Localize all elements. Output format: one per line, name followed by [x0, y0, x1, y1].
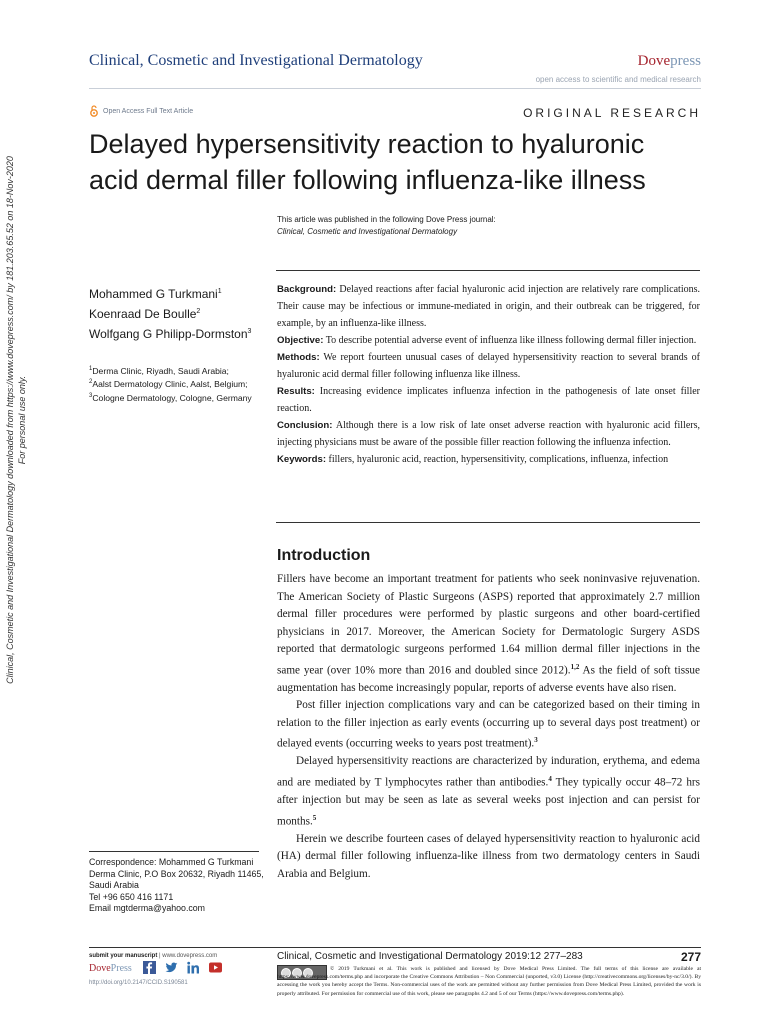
open-access-label: Open Access Full Text Article — [103, 107, 194, 115]
article-type: ORIGINAL RESEARCH — [523, 106, 701, 120]
article-title: Delayed hypersensitivity reaction to hyaluronic acid dermal filler following influenza-like illness — [89, 129, 646, 195]
abstract-text: Although there is a low risk of late onset adverse reaction with hyaluronic acid fillers, injecting physicians must be aware of the possible filler reaction following the influenza infection. — [277, 420, 700, 448]
affiliations — [89, 364, 259, 404]
license-text: © 2019 Turkmani et al. This work is published and licensed by Dove Medical Press Limited. The full terms of this license are available at https://www.dovepress.com/terms.php and incorporate the Creative Commons Attribution – Non Commercial (unported, v3.0) License (http://creativecommons.org/licenses/by-nc/3.0/). By accessing the work you hereby accept the Terms. Non-commercial uses of the work are permitted without any further permission from Dove Medical Press Limited, provided the work is properly attributed. For permission for commercial use of this work, please see paragraphs 4.2 and 5 of our Terms (https://www.dovepress.com/terms.php). — [277, 966, 701, 997]
paragraph-text: As the field of soft tissue augmentation has become increasingly popular, reports of adverse events have also risen. — [277, 664, 700, 694]
author-name: Mohammed G Turkmani — [89, 287, 218, 301]
citation[interactable]: 4 — [548, 774, 552, 783]
facebook-icon[interactable] — [143, 961, 156, 974]
abstract-keywords — [277, 451, 700, 468]
logo-dove: Dove — [637, 53, 671, 69]
abstract-label: Results: — [277, 386, 315, 397]
watermark-line: Clinical, Cosmetic and Investigational Dermatology downloaded from https://www.dovepress.com/ by 181.203.65.52 on 18-Nov-2020 — [5, 156, 15, 684]
abstract-section — [277, 332, 700, 349]
footer-dovepress-logo[interactable] — [89, 963, 132, 974]
submit-label: submit your manuscript — [89, 953, 158, 959]
header-divider — [89, 88, 701, 89]
abstract-text: fillers, hyaluronic acid, reaction, hypersensitivity, complications, influenza, infection — [328, 454, 669, 465]
paragraph-text: Post filler injection complications vary and can be categorized based on their timing in relation to the filler injection as early events (occurring up to several days post treatment) or delayed events (occurring weeks to years post treatment). — [277, 699, 700, 750]
author-list — [89, 283, 259, 343]
twitter-icon[interactable] — [165, 961, 178, 974]
linkedin-icon[interactable] — [187, 961, 200, 974]
logo-press: Press — [110, 963, 132, 974]
paragraph-text: Delayed hypersensitivity reactions are characterized by induration, erythema, and edema and are mediated by T lymphocytes rather than antibodies. — [277, 755, 700, 789]
correspondence-block — [89, 857, 264, 915]
author — [89, 283, 259, 303]
watermark-line: For personal use only. — [17, 375, 27, 465]
open-access-lock-icon — [90, 105, 98, 117]
abstract-text: Increasing evidence implicates influenza infection in the pathogenesis of late onset filler reaction. — [277, 386, 700, 414]
abstract-label: Methods: — [277, 352, 320, 363]
affiliation-sup: 1 — [89, 366, 93, 372]
publisher-tagline: open access to scientific and medical research — [535, 75, 701, 84]
doi-link[interactable]: http://doi.org/10.2147/CCID.S190581 — [89, 980, 188, 986]
open-access-badge — [90, 105, 193, 117]
abstract-label: Conclusion: — [277, 420, 333, 431]
abstract-bottom-rule — [276, 522, 700, 523]
abstract-text: We report fourteen unusual cases of delayed hypersensitivity reaction to several brands of hyaluronic acid dermal filler following influenza like illness. — [277, 352, 700, 380]
affiliation: Cologne Dermatology, Cologne, Germany — [92, 392, 252, 403]
abstract-label: Objective: — [277, 335, 324, 346]
section-heading: Introduction — [277, 547, 371, 564]
author-name: Wolfgang G Philipp-Dormston — [89, 327, 248, 341]
logo-dove: Dove — [89, 963, 111, 974]
submit-url: | www.dovepress.com — [157, 953, 218, 959]
publication-note — [277, 214, 496, 238]
youtube-icon[interactable] — [209, 961, 222, 974]
abstract-text: To describe potential adverse event of influenza like illness following dermal filler injection. — [325, 335, 697, 346]
paragraph — [277, 753, 700, 830]
author — [89, 323, 259, 343]
affiliation: Aalst Dermatology Clinic, Aalst, Belgium; — [92, 379, 248, 390]
paragraph — [277, 697, 700, 753]
abstract-section — [277, 349, 700, 383]
logo-press: press — [670, 53, 701, 69]
affiliation-sup: 3 — [89, 392, 93, 399]
correspondence-email[interactable]: Email mgtderma@yahoo.com — [89, 903, 206, 914]
journal-title: Clinical, Cosmetic and Investigational Dermatology — [89, 52, 423, 69]
citation[interactable]: 5 — [312, 813, 317, 822]
download-watermark — [4, 120, 28, 720]
abstract-top-rule — [276, 270, 700, 271]
citation[interactable]: 1,2 — [570, 662, 580, 671]
correspondence-phone: Tel +96 650 416 1171 — [89, 891, 174, 902]
body-text — [277, 571, 700, 883]
affiliation: Derma Clinic, Riyadh, Saudi Arabia; — [92, 365, 229, 376]
correspondence-rule — [89, 851, 259, 852]
abstract-section — [277, 383, 700, 417]
abstract-section — [277, 417, 700, 451]
affiliation-sup: 2 — [89, 379, 93, 386]
paragraph — [277, 571, 700, 697]
author — [89, 303, 259, 323]
correspondence-name: Correspondence: Mohammed G Turkmani — [89, 857, 254, 867]
author-sup: 2 — [196, 308, 201, 315]
paragraph-text: They typically occur 48–72 hrs after injection but may be seen as late as several weeks post injection and can persist for months. — [277, 776, 700, 828]
author-sup: 1 — [217, 288, 222, 295]
abstract — [277, 281, 700, 468]
abstract-text: Delayed reactions after facial hyaluronic acid injection are relatively rare complications. Their cause may be infectious or immune-mediated in origin, and their outbreak can be triggered, for example, by an influenza-like illness. — [277, 284, 701, 329]
citation[interactable]: 3 — [534, 736, 538, 745]
paragraph-text: Fillers have become an important treatment for patients who seek noninvasive rejuvenation. The American Society of Plastic Surgeons (ASPS) reported that approximately 2.7 million dermal filler procedures were performed by plastic surgeons and other board-certified physicians in 2017. Moreover, the American Society for Dermatologic Surgery ASDS reported that dermatologic surgeons performed 1.64 million dermal filler injections in the same year (over 10% more than 2016 and doubled since 2012). — [277, 573, 700, 677]
submit-manuscript-link[interactable] — [89, 953, 217, 959]
abstract-label: Background: — [277, 284, 337, 295]
correspondence-address: Derma Clinic, P.O Box 20632, Riyadh 11465, Saudi Arabia — [89, 868, 264, 891]
footer-citation: Clinical, Cosmetic and Investigational Dermatology 2019:12 277–283 — [277, 951, 583, 962]
publication-note-journal: Clinical, Cosmetic and Investigational Dermatology — [277, 227, 458, 236]
page-number: 277 — [680, 950, 701, 964]
author-name: Koenraad De Boulle — [89, 307, 197, 321]
social-links — [143, 961, 222, 974]
author-sup: 3 — [247, 328, 252, 335]
abstract-section — [277, 281, 700, 332]
dovepress-logo[interactable] — [638, 53, 701, 70]
abstract-label: Keywords: — [277, 454, 327, 465]
paragraph: Herein we describe fourteen cases of delayed hypersensitivity reaction to hyaluronic acid (HA) dermal filler following influenza-like illness from two dermatology centers in Saudi Arabia and Belgium. — [277, 832, 700, 880]
publication-note-text: This article was published in the following Dove Press journal: — [277, 215, 496, 224]
footer-divider — [89, 947, 701, 948]
